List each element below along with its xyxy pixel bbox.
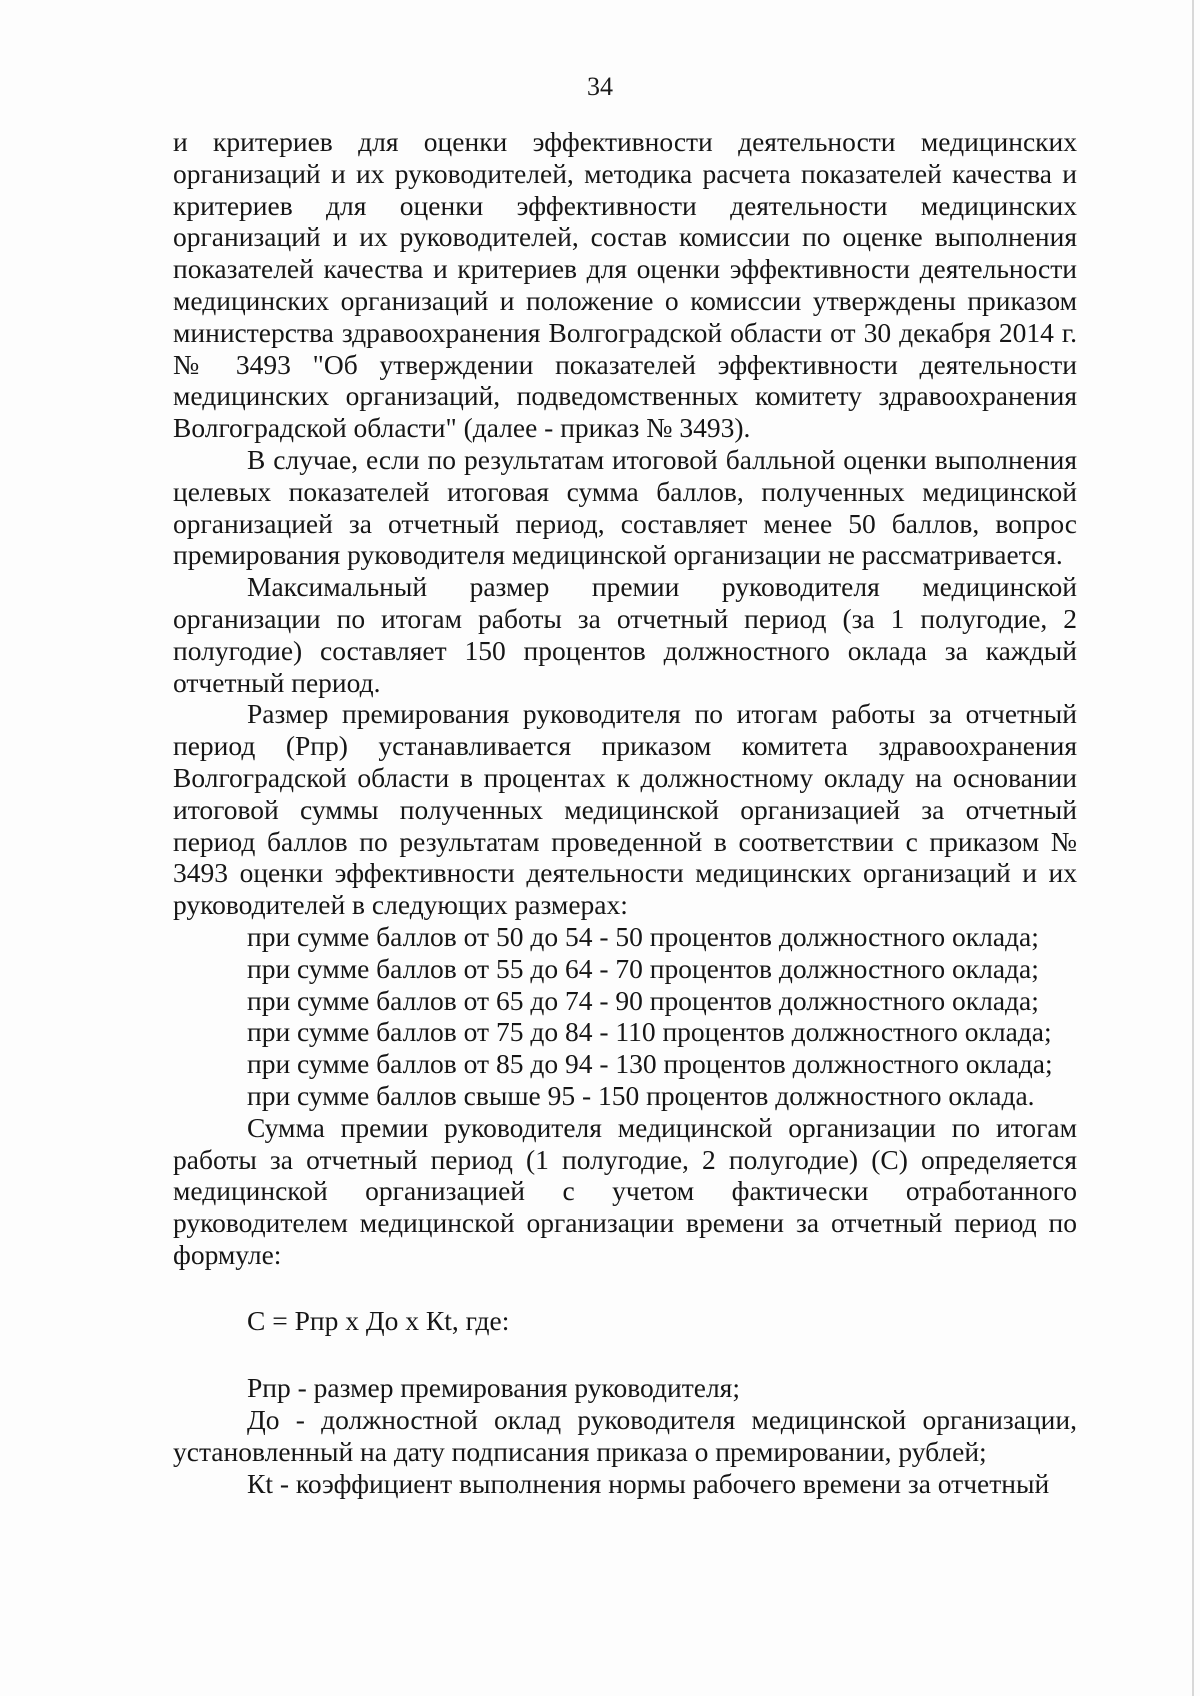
bonus-scale-item: при сумме баллов от 85 до 94 - 130 процентов должностного оклада; <box>247 1048 1053 1080</box>
paragraph-max-bonus: Максимальный размер премии руководителя медицинской организации по итогам работы за отчетный период (за 1 полугодие, 2 полугодие) составляет 150 процентов должностного оклада за каждый отчетный период. <box>173 571 1077 698</box>
paragraph-below-50-points: В случае, если по результатам итоговой балльной оценки выполнения целевых показателей итоговая сумма баллов, полученных медицинской организацией за отчетный период, составляет менее 50 баллов, вопрос премирования руководителя медицинской организации не рассматривается. <box>173 443 1077 571</box>
bonus-scale-item: при сумме баллов свыше 95 - 150 процентов должностного оклада. <box>247 1079 1035 1111</box>
bonus-scale-item: при сумме баллов от 65 до 74 - 90 процентов должностного оклада; <box>247 984 1039 1016</box>
bonus-scale-item: при сумме баллов от 55 до 64 - 70 процентов должностного оклада; <box>247 952 1039 984</box>
scan-edge-mark <box>1192 0 1194 1696</box>
bonus-scale-list <box>173 921 1077 1112</box>
page-number: 34 <box>587 72 613 101</box>
definition-kt: Кt - коэффициент выполнения нормы рабочего времени за отчетный <box>247 1467 1050 1499</box>
paragraph-criteria-approval: и критериев для оценки эффективности деятельности медицинских организаций и их руководителей, методика расчета показателей качества и критериев для оценки эффективности деятельности медицинских организаций и их руководителей, состав комиссии по оценке выполнения показателей качества и критериев для оценки эффективности деятельности медицинских организаций и положение о комиссии утверждены приказом министерства здравоохранения Волгоградской области от 30 декабря 2014 г. № 3493 "Об утверждении показателей эффективности деятельности медицинских организаций, подведомственных комитету здравоохранения Волгоградской области" (далее - приказ № 3493). <box>173 126 1077 444</box>
definition-do: До - должностной оклад руководителя медицинской организации, установленный на дату подписания приказа о премировании, рублей; <box>173 1404 1077 1468</box>
document-body <box>173 126 1077 1500</box>
definition-rpr: Рпр - размер премирования руководителя; <box>247 1372 740 1404</box>
bonus-scale-item: при сумме баллов от 50 до 54 - 50 процентов должностного оклада; <box>247 920 1039 952</box>
formula-definitions <box>173 1372 1077 1499</box>
paragraph-bonus-size: Размер премирования руководителя по итогам работы за отчетный период (Рпр) устанавливается приказом комитета здравоохранения Волгоградской области в процентах к должностному окладу на основании итоговой суммы полученных медицинской организацией за отчетный период баллов по результатам проведенной в соответствии с приказом № 3493 оценки эффективности деятельности медицинских организаций и их руководителей в следующих размерах: <box>173 698 1077 921</box>
bonus-scale-item: при сумме баллов от 75 до 84 - 110 процентов должностного оклада; <box>247 1016 1052 1048</box>
paragraph-bonus-sum: Сумма премии руководителя медицинской организации по итогам работы за отчетный период (1 полугодие, 2 полугодие) (С) определяется медицинской организацией с учетом фактически отработанного руководителем медицинской организации времени за отчетный период по формуле: <box>173 1111 1077 1270</box>
bonus-formula: С = Рпр x До x Кt, где: <box>247 1304 510 1336</box>
